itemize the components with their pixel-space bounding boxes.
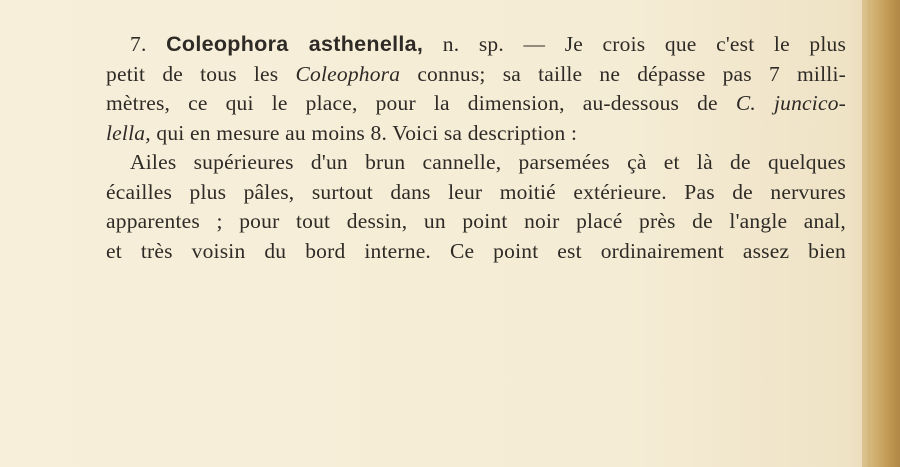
paragraph1-line3-a: mètres, ce qui le place, pour la dimension, au-dessous de bbox=[106, 91, 718, 115]
paragraph1-line2 bbox=[106, 60, 846, 90]
entry-number: 7. bbox=[130, 32, 147, 56]
paragraph1-line4 bbox=[106, 119, 846, 149]
reference-species-part2: lella, bbox=[106, 120, 151, 145]
species-name: Coleophora asthenella, bbox=[166, 32, 424, 56]
paragraph1-line1-rest: — Je crois que c'est le plus bbox=[523, 32, 847, 56]
paragraph1-line2-b: connus; sa taille ne dépasse pas 7 milli- bbox=[417, 61, 846, 86]
paragraph1-line2-a: petit de tous les bbox=[106, 61, 279, 86]
paragraph2-line1: Ailes supérieures d'un brun cannelle, parsemées çà et là de quelques bbox=[130, 150, 846, 174]
text-block bbox=[106, 30, 846, 266]
paragraph1-line1 bbox=[106, 30, 846, 60]
paragraph2-line4: et très voisin du bord interne. Ce point est ordinairement assez bien bbox=[106, 238, 846, 263]
genus-name: Coleophora bbox=[295, 61, 401, 86]
paragraph1-line3 bbox=[106, 89, 846, 119]
book-spine-edge bbox=[862, 0, 900, 467]
paragraph1-line4-b: qui en mesure au moins 8. Voici sa description : bbox=[156, 120, 578, 145]
reference-species-part1: C. juncico- bbox=[735, 91, 847, 115]
paragraph2-line3: apparentes ; pour tout dessin, un point noir placé près de l'angle anal, bbox=[106, 209, 846, 233]
paragraph2-line2: écailles plus pâles, surtout dans leur moitié extérieure. Pas de nervures bbox=[106, 179, 846, 204]
new-species-mark: n. sp. bbox=[442, 32, 504, 56]
